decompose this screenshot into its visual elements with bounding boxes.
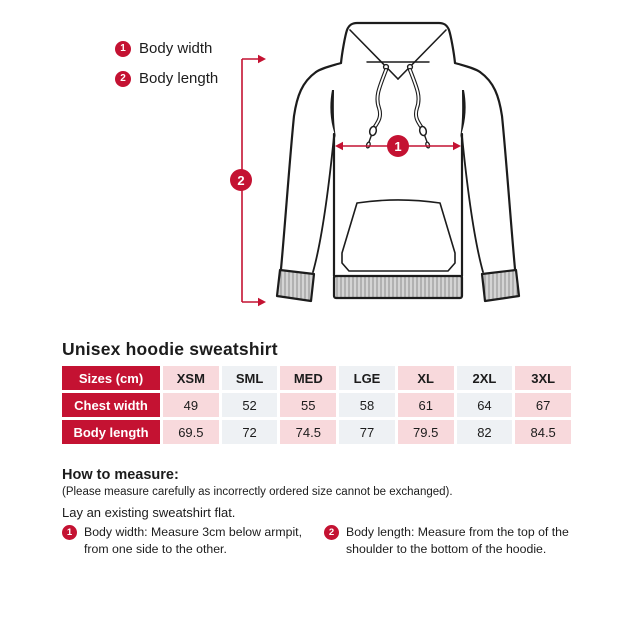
body-length-lge: 77 <box>339 420 395 444</box>
sleeve-left-inner <box>313 136 334 272</box>
length-marker-label: 2 <box>237 173 245 188</box>
legend-item-body-width <box>115 40 218 57</box>
body-length-med: 74.5 <box>280 420 336 444</box>
how-to-measure-heading: How to measure: <box>62 467 179 483</box>
step-body-width <box>62 524 318 558</box>
step-text-body-length: Body length: Measure from the top of the shoulder to the bottom of the hoodie. <box>346 525 569 557</box>
sleeve-right-inner <box>462 136 483 272</box>
size-table <box>62 366 571 444</box>
sleeve-left-outer <box>281 72 316 269</box>
legend-item-body-length <box>115 70 218 87</box>
body-length-xl: 79.5 <box>398 420 454 444</box>
kangaroo-pocket <box>342 200 455 271</box>
chest-width-xsm: 49 <box>163 393 219 417</box>
arrow-bottom-icon <box>258 298 266 306</box>
measure-steps <box>62 524 574 558</box>
cuff-right <box>482 270 519 301</box>
row-label-body-length: Body length <box>62 420 160 444</box>
shoulder-right <box>455 63 480 72</box>
measurement-legend <box>115 40 218 87</box>
chest-width-2xl: 64 <box>457 393 513 417</box>
arrow-left-icon <box>335 142 343 150</box>
hood-fold-right <box>398 30 446 79</box>
chest-width-med: 55 <box>280 393 336 417</box>
size-table-corner-cell: Sizes (cm) <box>62 366 160 390</box>
armpit-shade-right <box>460 90 466 138</box>
step-body-length <box>324 524 596 558</box>
legend-marker-2: 2 <box>115 71 131 87</box>
chest-width-lge: 58 <box>339 393 395 417</box>
hem-ribbing <box>334 276 462 298</box>
size-col-2xl: 2XL <box>457 366 513 390</box>
exchange-note: (Please measure carefully as incorrectly ordered size cannot be exchanged). <box>62 486 453 498</box>
size-col-lge: LGE <box>339 366 395 390</box>
chest-width-sml: 52 <box>222 393 278 417</box>
armpit-shade-left <box>330 90 336 138</box>
sleeve-right-outer <box>480 72 515 269</box>
arrow-right-icon <box>453 142 461 150</box>
size-chart-title: Unisex hoodie sweatshirt <box>62 339 278 359</box>
size-col-med: MED <box>280 366 336 390</box>
legend-marker-1: 1 <box>115 41 131 57</box>
cuff-left <box>277 270 314 301</box>
step-text-body-width: Body width: Measure 3cm below armpit, from one side to the other. <box>84 525 303 557</box>
body-length-3xl: 84.5 <box>515 420 571 444</box>
length-dimension <box>230 55 266 306</box>
row-label-chest-width: Chest width <box>62 393 160 417</box>
body-length-xsm: 69.5 <box>163 420 219 444</box>
size-col-3xl: 3XL <box>515 366 571 390</box>
shoulder-left <box>316 63 341 72</box>
width-marker-label: 1 <box>394 139 402 154</box>
chest-width-3xl: 67 <box>515 393 571 417</box>
width-dimension <box>335 135 461 157</box>
chest-width-xl: 61 <box>398 393 454 417</box>
legend-label-body-width: Body width <box>139 40 213 57</box>
step-marker-2: 2 <box>324 525 339 540</box>
step-marker-1: 1 <box>62 525 77 540</box>
size-col-xsm: XSM <box>163 366 219 390</box>
measure-intro: Lay an existing sweatshirt flat. <box>62 505 236 520</box>
hood-fold-left <box>350 30 398 79</box>
hoodie-outline <box>277 23 519 301</box>
size-col-xl: XL <box>398 366 454 390</box>
hood-outer <box>341 23 455 63</box>
size-col-sml: SML <box>222 366 278 390</box>
body-length-2xl: 82 <box>457 420 513 444</box>
body-length-sml: 72 <box>222 420 278 444</box>
legend-label-body-length: Body length <box>139 70 219 87</box>
arrow-top-icon <box>258 55 266 63</box>
